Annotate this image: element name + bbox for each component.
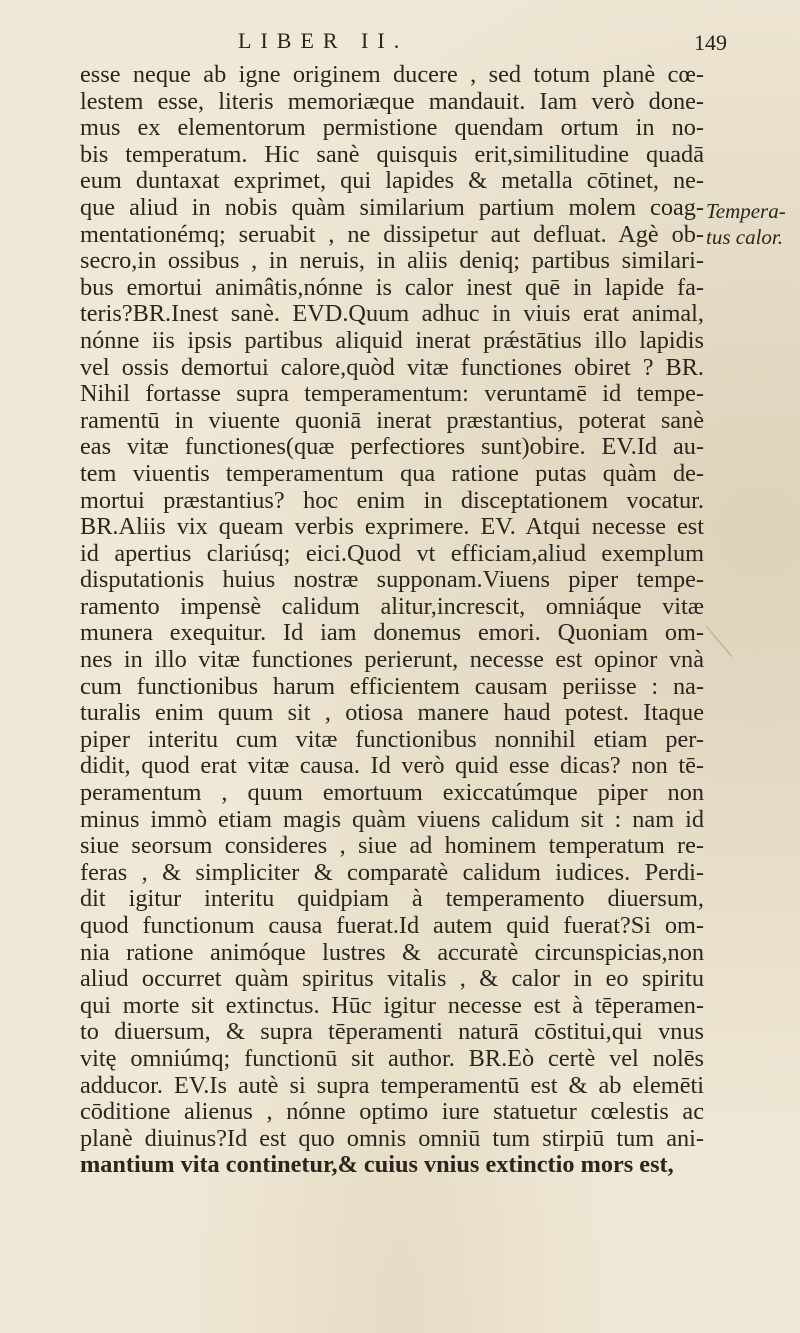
- pencil-mark: [706, 623, 736, 657]
- text-line: didit, quod erat vitæ causa. Id verò quid esse dicas? non tē-: [80, 753, 704, 780]
- text-line: peramentum , quum emortuum exiccatúmque piper non: [80, 780, 704, 807]
- text-line: mortui præstantius? hoc enim in disceptationem vocatur.: [80, 487, 704, 514]
- text-line: Nihil fortasse supra temperamentum: veruntamē id tempe-: [80, 381, 704, 408]
- text-line: vitę omniúmq; functionū sit author. BR.Eò certè vel nolēs: [80, 1045, 704, 1072]
- text-line: feras , & simpliciter & comparatè calidum iudices. Perdi-: [80, 859, 704, 886]
- text-line: disputationis huius nostræ supponam.Viuens piper tempe-: [80, 567, 704, 594]
- text-line: turalis enim quum sit , otiosa manere haud potest. Itaque: [80, 700, 704, 727]
- text-line: minus immò etiam magis quàm viuens calidum sit : nam id: [80, 806, 704, 833]
- text-line: aliud occurret quàm spiritus vitalis , & calor in eo spiritu: [80, 966, 704, 993]
- text-line: to diuersum, & supra tēperamenti naturā cōstitui,qui vnus: [80, 1019, 704, 1046]
- page-number: 149: [694, 30, 727, 55]
- text-line: cum functionibus harum efficientem causam periisse : na-: [80, 673, 704, 700]
- text-line: planè diuinus?Id est quo omnis omniū tum stirpiū tum ani-: [80, 1125, 704, 1152]
- text-line: mus ex elementorum permistione quendam ortum in no-: [80, 115, 704, 142]
- text-line: eum duntaxat exprimet, qui lapides & metalla cōtinet, ne-: [80, 168, 704, 195]
- text-line: nónne iis ipsis partibus aliquid inerat prǽstātius illo lapidis: [80, 327, 704, 354]
- text-line: que aliud in nobis quàm similarium partium molem coag-: [80, 194, 704, 221]
- text-line: mantium vita continetur,& cuius vnius extinctio mors est,: [80, 1152, 674, 1179]
- text-line: nia ratione animóque lustres & accuratè circunspicias,non: [80, 939, 704, 966]
- text-line: adducor. EV.Is autè si supra temperamentū est & ab elemēti: [80, 1072, 704, 1099]
- text-line: id apertius clariúsq; eici.Quod vt efficiam,aliud exemplum: [80, 540, 704, 567]
- text-line: munera exequitur. Id iam donemus emori. Quoniam om-: [80, 620, 704, 647]
- text-line: quod functionum causa fuerat.Id autem quid fuerat?Si om-: [80, 913, 704, 939]
- text-line: mentationémq; seruabit , ne dissipetur aut defluat. Agè ob-: [80, 221, 704, 248]
- text-line: ramentū in viuente quoniā inerat præstantius, poterat sanè: [80, 407, 704, 434]
- text-line: secro,in ossibus , in neruis, in aliis deniq; partibus similari-: [80, 248, 704, 275]
- text-line: nes in illo vitæ functiones perierunt, necesse est opinor vnà: [80, 647, 704, 674]
- text-line: eas vitæ functiones(quæ perfectiores sunt)obire. EV.Id au-: [80, 434, 704, 461]
- text-line: cōditione alienus , nónne optimo iure statuetur cœlestis ac: [80, 1099, 704, 1126]
- text-line: piper interitu cum vitæ functionibus nonnihil etiam per-: [80, 726, 704, 753]
- text-line: bis temperatum. Hic sanè quisquis erit,similitudine quadā: [80, 141, 704, 168]
- text-line: qui morte sit extinctus. Hūc igitur necesse est à tēperamen-: [80, 992, 704, 1019]
- text-line: bus emortui animâtis,nónne is calor inest quē in lapide fa-: [80, 274, 704, 301]
- margin-note-line: Tempera-: [706, 199, 786, 223]
- text-line: ramento impensè calidum alitur,increscit, omniáque vitæ: [80, 593, 704, 620]
- text-line: siue seorsum consideres , siue ad hominem temperatum re-: [80, 833, 704, 860]
- text-line: dit igitur interitu quidpiam à temperamento diuersum,: [80, 886, 704, 913]
- page-header: [0, 28, 800, 58]
- margin-note-line: tus calor.: [706, 225, 784, 249]
- body-text: [80, 62, 704, 1179]
- margin-note: [706, 198, 798, 250]
- running-title: LIBER II.: [238, 28, 409, 53]
- text-line: vel ossis demortui calore,quòd vitæ functiones obiret ? BR.: [80, 354, 704, 381]
- text-line: esse neque ab igne originem ducere , sed totum planè cœ-: [80, 62, 704, 88]
- text-line: tem viuentis temperamentum qua ratione putas quàm de-: [80, 460, 704, 487]
- text-line: teris?BR.Inest sanè. EVD.Quum adhuc in viuis erat animal,: [80, 301, 704, 328]
- text-line: BR.Aliis vix queam verbis exprimere. EV. Atqui necesse est: [80, 514, 704, 541]
- text-line: lestem esse, literis memoriæque mandauit. Iam verò done-: [80, 88, 704, 115]
